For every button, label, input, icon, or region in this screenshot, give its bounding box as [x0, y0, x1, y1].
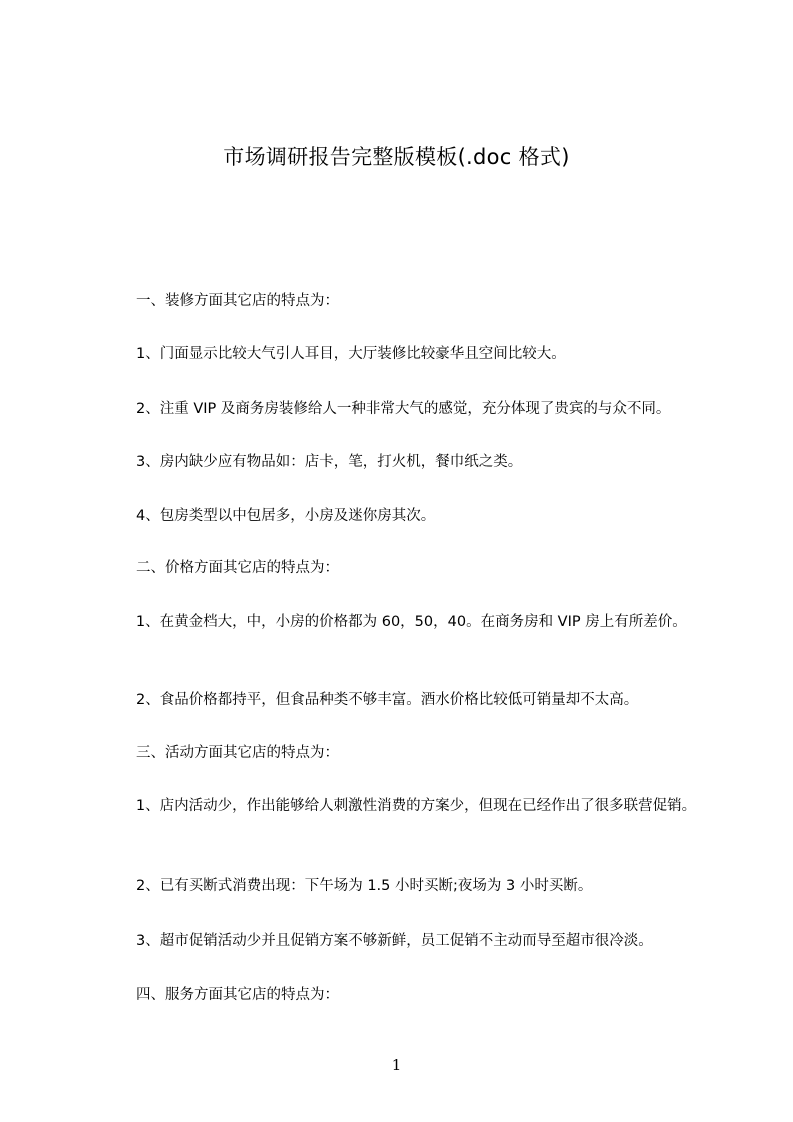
- document-title: 市场调研报告完整版模板(.doc 格式): [223, 145, 570, 169]
- paragraph-activity-2: 2、已有买断式消费出现：下午场为 1.5 小时买断;夜场为 3 小时买断。: [136, 878, 593, 894]
- paragraph-activity-1: 1、店内活动少，作出能够给人刺激性消费的方案少，但现在已经作出了很多联营促销。: [135, 798, 697, 814]
- paragraph-activity-3: 3、超市促销活动少并且促销方案不够新鲜，员工促销不主动而导至超市很冷淡。: [136, 933, 653, 949]
- paragraph-price-1: 1、在黄金档大，中，小房的价格都为 60，50，40。在商务房和 VIP 房上有所差价。: [135, 614, 687, 630]
- paragraph-decoration-4: 4、包房类型以中包居多，小房及迷你房其次。: [136, 508, 436, 524]
- paragraph-price-2: 2、食品价格都持平，但食品种类不够丰富。酒水价格比较低可销量却不太高。: [136, 692, 639, 708]
- section-heading-service: 四、服务方面其它店的特点为：: [136, 987, 339, 1003]
- paragraph-decoration-1: 1、门面显示比较大气引人耳目，大厅装修比较豪华且空间比较大。: [136, 346, 566, 362]
- section-heading-price: 二、价格方面其它店的特点为：: [136, 560, 339, 576]
- paragraph-decoration-3: 3、房内缺少应有物品如：店卡，笔，打火机，餐巾纸之类。: [136, 454, 523, 470]
- section-heading-activity: 三、活动方面其它店的特点为：: [136, 745, 339, 761]
- paragraph-decoration-2: 2、注重 VIP 及商务房装修给人一种非常大气的感觉，充分体现了贵宾的与众不同。: [136, 401, 671, 417]
- section-heading-decoration: 一、装修方面其它店的特点为：: [136, 293, 339, 309]
- page-number: 1: [391, 1056, 402, 1074]
